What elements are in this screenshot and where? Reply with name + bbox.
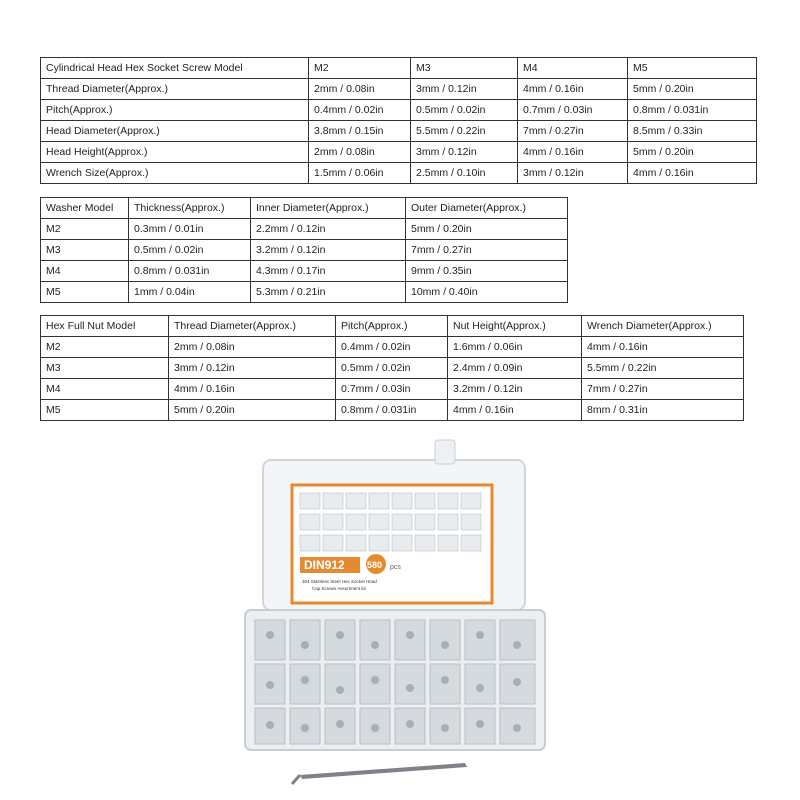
table-cell: 3mm / 0.12in <box>411 142 518 163</box>
screw-table-row <box>41 79 757 100</box>
column-header: Pitch(Approx.) <box>336 316 448 337</box>
table-cell: 4mm / 0.16in <box>628 163 757 184</box>
table-cell: 0.5mm / 0.02in <box>336 358 448 379</box>
table-cell: 5.5mm / 0.22in <box>411 121 518 142</box>
column-header: Outer Diameter(Approx.) <box>406 198 568 219</box>
table-cell: 0.8mm / 0.031in <box>336 400 448 421</box>
table-cell: 0.8mm / 0.031in <box>628 100 757 121</box>
nut-table-row <box>41 400 744 421</box>
washer-table-row <box>41 261 568 282</box>
column-header: M2 <box>309 58 411 79</box>
label-description-2: Cap Screws Assortment kit <box>312 586 366 591</box>
washer-spec-table <box>40 197 568 303</box>
table-cell: Pitch(Approx.) <box>41 100 309 121</box>
column-header: Wrench Diameter(Approx.) <box>582 316 744 337</box>
table-cell: 3.2mm / 0.12in <box>448 379 582 400</box>
table-cell: 7mm / 0.27in <box>582 379 744 400</box>
table-cell: 0.4mm / 0.02in <box>336 337 448 358</box>
table-cell: 3mm / 0.12in <box>169 358 336 379</box>
table-cell: M3 <box>41 358 169 379</box>
table-cell: 4mm / 0.16in <box>448 400 582 421</box>
table-cell: 3.8mm / 0.15in <box>309 121 411 142</box>
column-header: M3 <box>411 58 518 79</box>
table-cell: 3.2mm / 0.12in <box>251 240 406 261</box>
column-header: Thread Diameter(Approx.) <box>169 316 336 337</box>
column-header: Cylindrical Head Hex Socket Screw Model <box>41 58 309 79</box>
screw-table-row <box>41 142 757 163</box>
table-cell: 2.4mm / 0.09in <box>448 358 582 379</box>
table-cell: 0.4mm / 0.02in <box>309 100 411 121</box>
table-cell: 5mm / 0.20in <box>628 142 757 163</box>
table-cell: M2 <box>41 337 169 358</box>
count-unit-text: pcs <box>390 564 401 571</box>
tweezers <box>300 763 467 779</box>
nut-table-row <box>41 337 744 358</box>
table-cell: 3mm / 0.12in <box>518 163 628 184</box>
table-cell: 0.5mm / 0.02in <box>411 100 518 121</box>
count-text: 580 <box>367 560 383 570</box>
table-cell: 8.5mm / 0.33in <box>628 121 757 142</box>
nut-table-row <box>41 379 744 400</box>
table-cell: 10mm / 0.40in <box>406 282 568 303</box>
table-cell: 4.3mm / 0.17in <box>251 261 406 282</box>
washer-table-row <box>41 219 568 240</box>
column-header: M4 <box>518 58 628 79</box>
table-cell: 7mm / 0.27in <box>518 121 628 142</box>
table-cell: 5.5mm / 0.22in <box>582 358 744 379</box>
column-header: Thickness(Approx.) <box>129 198 251 219</box>
nut-spec-table <box>40 315 744 421</box>
column-header: Hex Full Nut Model <box>41 316 169 337</box>
organizer-box-illustration <box>230 430 560 790</box>
table-cell: 2mm / 0.08in <box>169 337 336 358</box>
label-description-1: 304 Stainless Steel Hex Socket Head <box>302 579 377 584</box>
screw-table-row <box>41 163 757 184</box>
table-cell: 7mm / 0.27in <box>406 240 568 261</box>
table-cell: 1.5mm / 0.06in <box>309 163 411 184</box>
column-header: Inner Diameter(Approx.) <box>251 198 406 219</box>
table-cell: M4 <box>41 379 169 400</box>
table-cell: 5mm / 0.20in <box>169 400 336 421</box>
table-cell: M5 <box>41 282 129 303</box>
washer-table-row <box>41 282 568 303</box>
table-cell: 4mm / 0.16in <box>518 142 628 163</box>
table-cell: 3mm / 0.12in <box>411 79 518 100</box>
nut-table-header-row <box>41 316 744 337</box>
column-header: M5 <box>628 58 757 79</box>
tweezers-tip <box>292 775 300 784</box>
table-cell: 0.5mm / 0.02in <box>129 240 251 261</box>
table-cell: Wrench Size(Approx.) <box>41 163 309 184</box>
column-header: Washer Model <box>41 198 129 219</box>
table-cell: 0.7mm / 0.03in <box>518 100 628 121</box>
lid-latch <box>435 440 455 464</box>
table-cell: 4mm / 0.16in <box>169 379 336 400</box>
screw-table-header-row <box>41 58 757 79</box>
table-cell: M4 <box>41 261 129 282</box>
nut-table-row <box>41 358 744 379</box>
table-cell: M2 <box>41 219 129 240</box>
column-header: Nut Height(Approx.) <box>448 316 582 337</box>
table-cell: 0.7mm / 0.03in <box>336 379 448 400</box>
table-cell: Head Diameter(Approx.) <box>41 121 309 142</box>
table-cell: 0.3mm / 0.01in <box>129 219 251 240</box>
washer-table-row <box>41 240 568 261</box>
washer-table-header-row <box>41 198 568 219</box>
table-cell: Thread Diameter(Approx.) <box>41 79 309 100</box>
screw-table-row <box>41 100 757 121</box>
table-cell: M5 <box>41 400 169 421</box>
compartment-grid <box>255 620 535 744</box>
table-cell: 9mm / 0.35in <box>406 261 568 282</box>
table-cell: 1.6mm / 0.06in <box>448 337 582 358</box>
screw-spec-table <box>40 57 757 184</box>
table-cell: 2mm / 0.08in <box>309 79 411 100</box>
table-cell: 5.3mm / 0.21in <box>251 282 406 303</box>
table-cell: 5mm / 0.20in <box>628 79 757 100</box>
table-cell: 2.2mm / 0.12in <box>251 219 406 240</box>
table-cell: Head Height(Approx.) <box>41 142 309 163</box>
table-cell: M3 <box>41 240 129 261</box>
table-cell: 8mm / 0.31in <box>582 400 744 421</box>
product-photo <box>230 430 560 790</box>
screw-table-row <box>41 121 757 142</box>
brand-text: DIN912 <box>304 558 345 572</box>
table-cell: 2mm / 0.08in <box>309 142 411 163</box>
table-cell: 1mm / 0.04in <box>129 282 251 303</box>
table-cell: 0.8mm / 0.031in <box>129 261 251 282</box>
table-cell: 2.5mm / 0.10in <box>411 163 518 184</box>
table-cell: 5mm / 0.20in <box>406 219 568 240</box>
table-cell: 4mm / 0.16in <box>582 337 744 358</box>
table-cell: 4mm / 0.16in <box>518 79 628 100</box>
